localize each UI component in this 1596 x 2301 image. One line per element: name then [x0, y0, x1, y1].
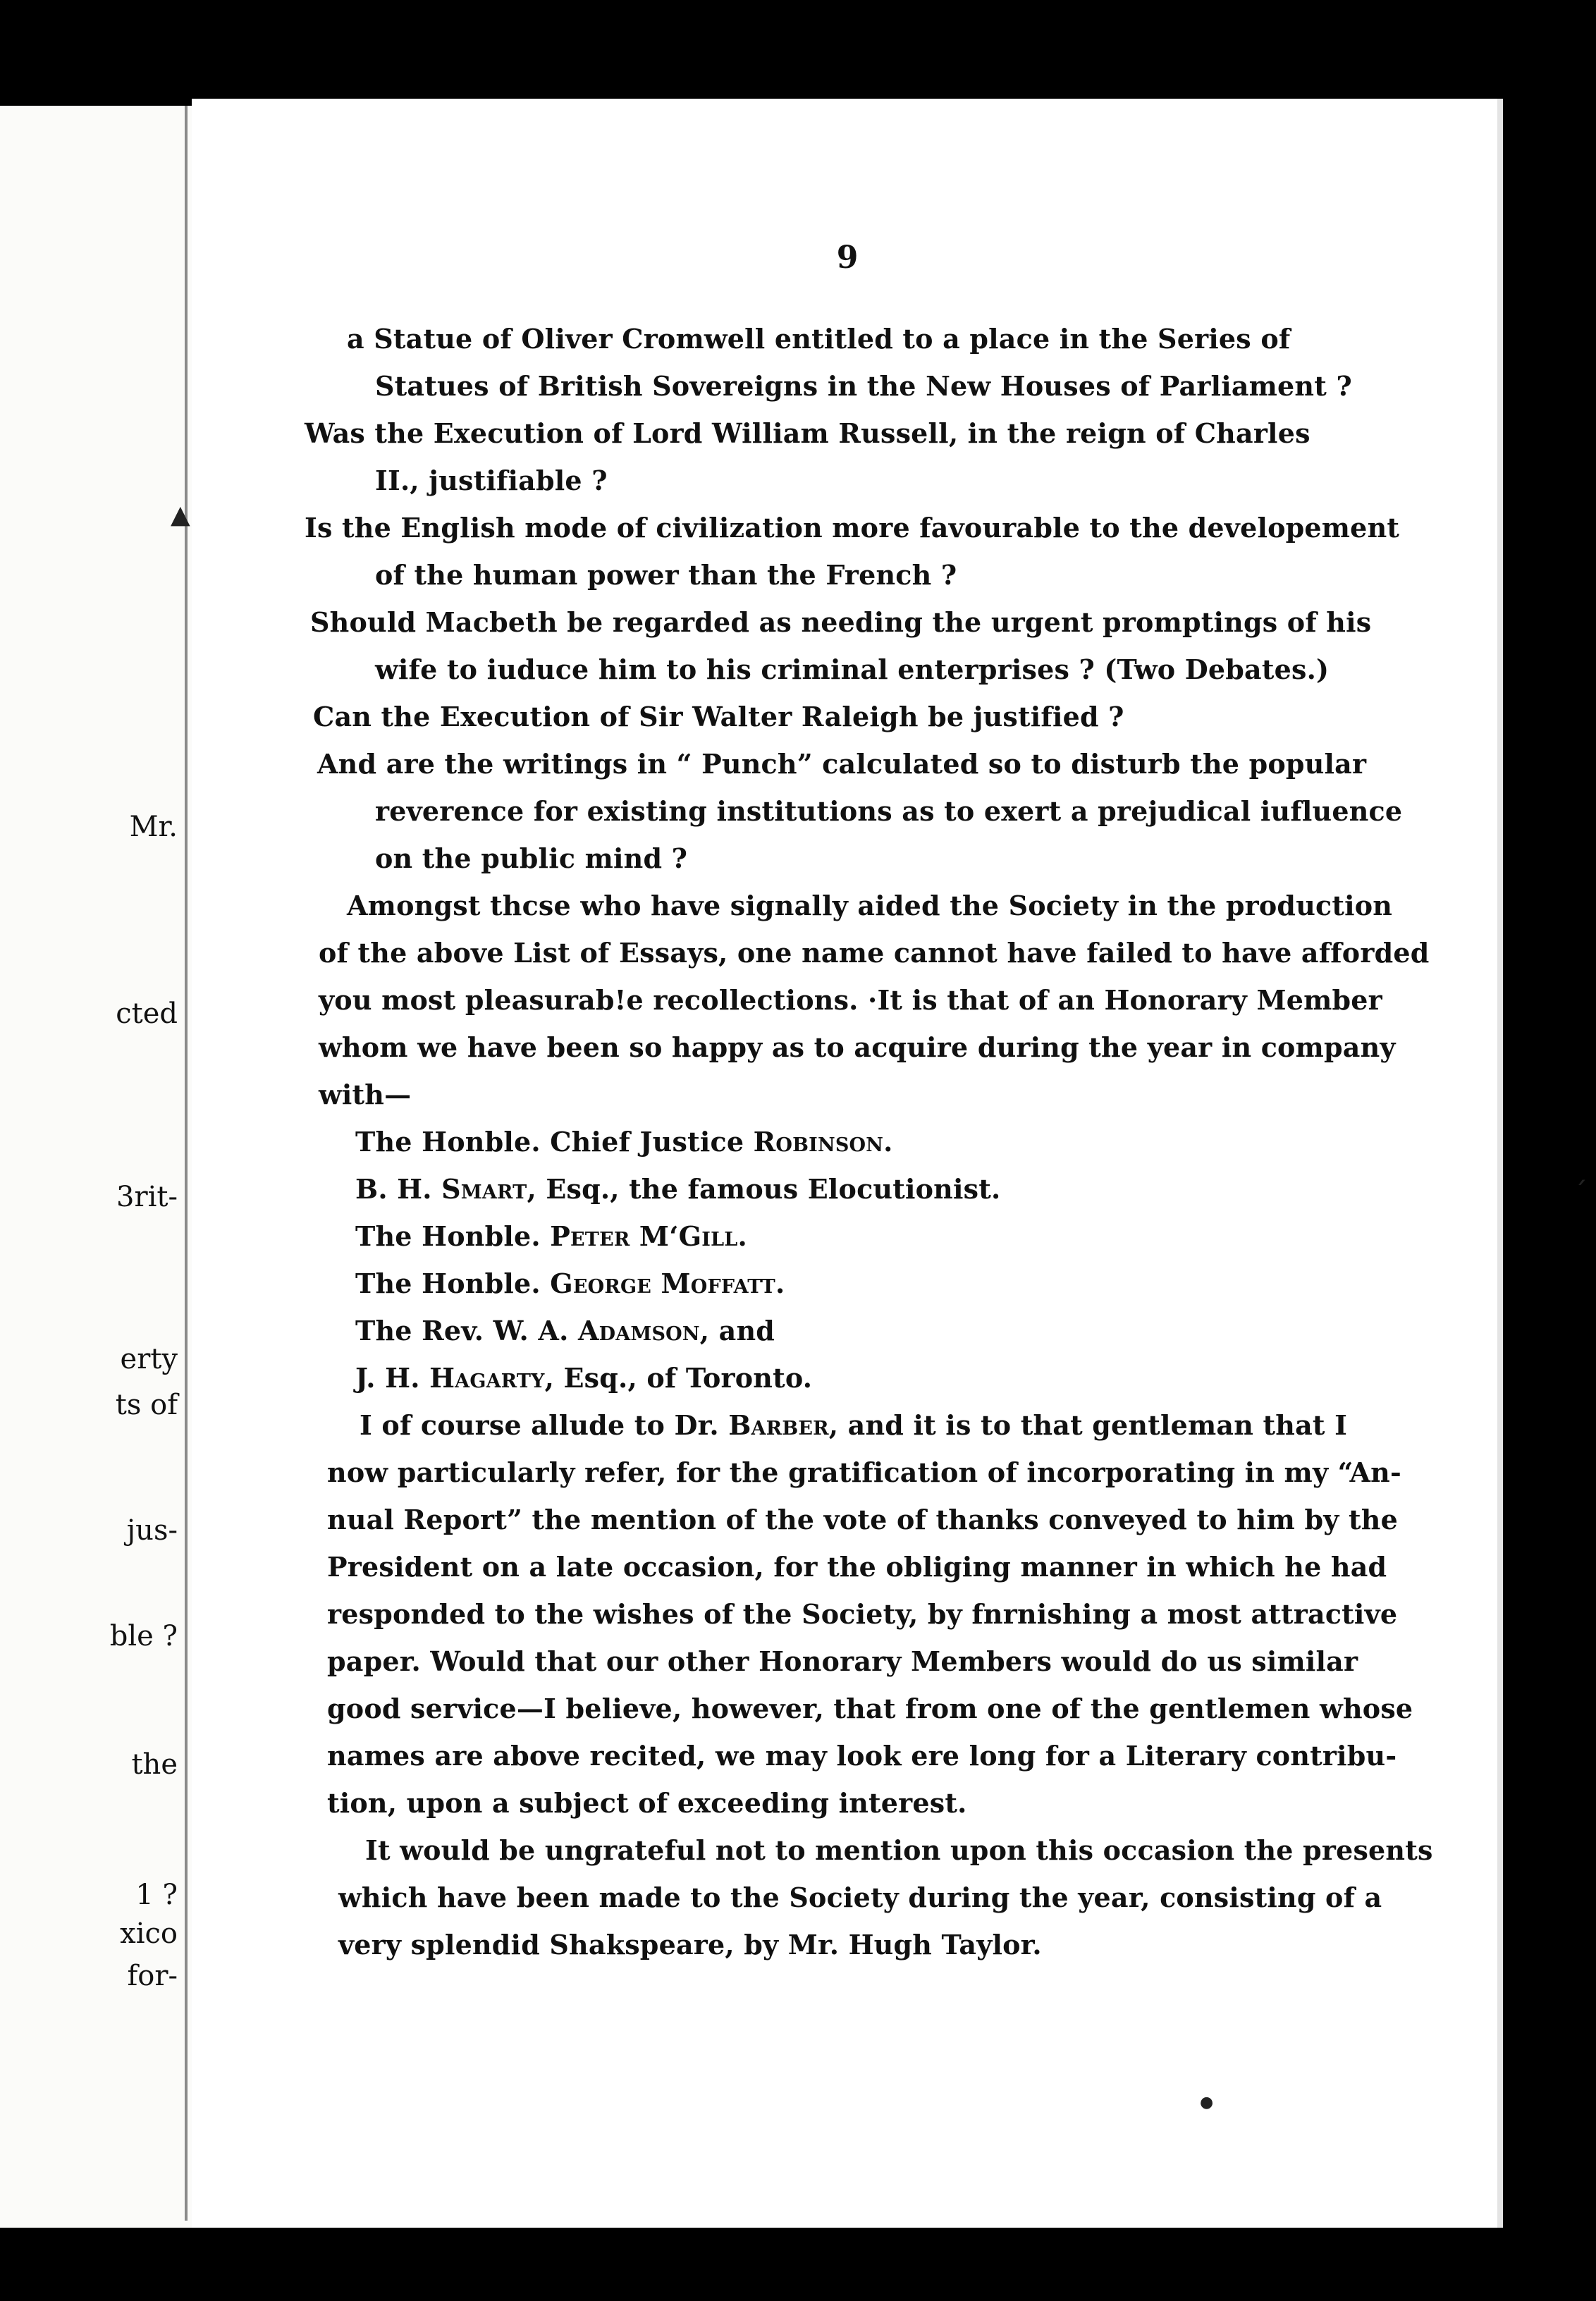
paragraph-line: of the above List of Essays, one name cannot have failed to have afforded [319, 937, 1430, 969]
paragraph-line: President on a late occasion, for the obliging manner in which he had [327, 1551, 1387, 1583]
paragraph-line: tion, upon a subject of exceeding interest. [327, 1787, 967, 1819]
paragraph-line: names are above recited, we may look ere long for a Literary contribu- [327, 1740, 1397, 1772]
margin-fragment: 1 ? [135, 1879, 178, 1911]
paragraph-line: It would be ungrateful not to mention upon this occasion the presents [365, 1834, 1433, 1866]
margin-fragment: 3rit- [116, 1181, 178, 1213]
member-entry: The Honble. Chief Justice Robinson. [355, 1126, 893, 1158]
paragraph-line: which have been made to the Society during the year, consisting of a [338, 1882, 1382, 1913]
scan-speck: ▲ [171, 501, 190, 529]
paragraph-line: very splendid Shakspeare, by Mr. Hugh Taylor. [338, 1929, 1042, 1961]
question-continuation: of the human power than the French ? [375, 559, 957, 591]
question-line: Is the English mode of civilization more favourable to the developement [305, 512, 1400, 544]
previous-page-edge [0, 106, 192, 2228]
margin-fragment: jus- [126, 1514, 178, 1547]
question-continuation: on the public mind ? [375, 842, 688, 874]
paragraph-line: with— [319, 1079, 412, 1110]
paragraph-line: good service—I believe, however, that from one of the gentlemen whose [327, 1693, 1413, 1724]
question-continuation: II., justifiable ? [375, 465, 608, 496]
paragraph-line: you most pleasurab!e recollections. ·It is that of an Honorary Member [319, 984, 1382, 1016]
margin-fragment: erty [120, 1343, 178, 1375]
member-entry: The Rev. W. A. Adamson, and [355, 1315, 775, 1346]
margin-fragment: the [131, 1748, 178, 1781]
member-entry: The Honble. Peter M‘Gill. [355, 1220, 747, 1252]
paragraph-line: I of course allude to Dr. Barber, and it is to that gentleman that I [360, 1409, 1348, 1441]
member-entry: The Honble. George Moffatt. [355, 1268, 785, 1299]
margin-fragment: ts of [115, 1389, 178, 1421]
paragraph-line: responded to the wishes of the Society, by fnrnishing a most attractive [327, 1598, 1398, 1630]
paragraph-line: nual Report” the mention of the vote of thanks conveyed to him by the [327, 1504, 1398, 1535]
question-line: Should Macbeth be regarded as needing the urgent promptings of his [310, 606, 1372, 638]
member-entry: J. H. Hagarty, Esq., of Toronto. [355, 1362, 813, 1394]
scan-speck: ● [1200, 2094, 1214, 2111]
margin-fragment: cted [116, 998, 178, 1030]
margin-fragment: for- [127, 1960, 178, 1992]
paragraph-line: Amongst thcse who have signally aided the Society in the production [347, 890, 1393, 921]
question-continuation: wife to iuduce him to his criminal enterprises ? (Two Debates.) [375, 654, 1330, 685]
paragraph-line: paper. Would that our other Honorary Members would do us similar [327, 1645, 1358, 1677]
scan-speck: ˊ [1573, 1177, 1588, 1210]
question-continuation: Statues of British Sovereigns in the New Houses of Parliament ? [375, 370, 1352, 402]
margin-fragment: ble ? [109, 1620, 178, 1652]
paragraph-line: whom we have been so happy as to acquire during the year in company [319, 1031, 1396, 1063]
question-line: Was the Execution of Lord William Russell, in the reign of Charles [305, 417, 1310, 449]
question-line: a Statue of Oliver Cromwell entitled to a place in the Series of [347, 323, 1291, 355]
binding-gutter-line [185, 106, 188, 2221]
question-line: Can the Execution of Sir Walter Raleigh be justified ? [313, 701, 1124, 732]
margin-fragment: xico [120, 1918, 178, 1950]
question-continuation: reverence for existing institutions as to exert a prejudical iufluence [375, 795, 1403, 827]
page [171, 99, 1588, 2228]
page-edge-shadow [1497, 99, 1503, 2228]
question-line: And are the writings in “ Punch” calculated so to disturb the popular [317, 748, 1367, 780]
paragraph-line: now particularly refer, for the gratification of incorporating in my “An- [327, 1456, 1401, 1488]
margin-fragment: Mr. [129, 811, 178, 843]
member-entry: B. H. Smart, Esq., the famous Elocutionist. [355, 1173, 1001, 1205]
page-number: 9 [836, 240, 859, 276]
